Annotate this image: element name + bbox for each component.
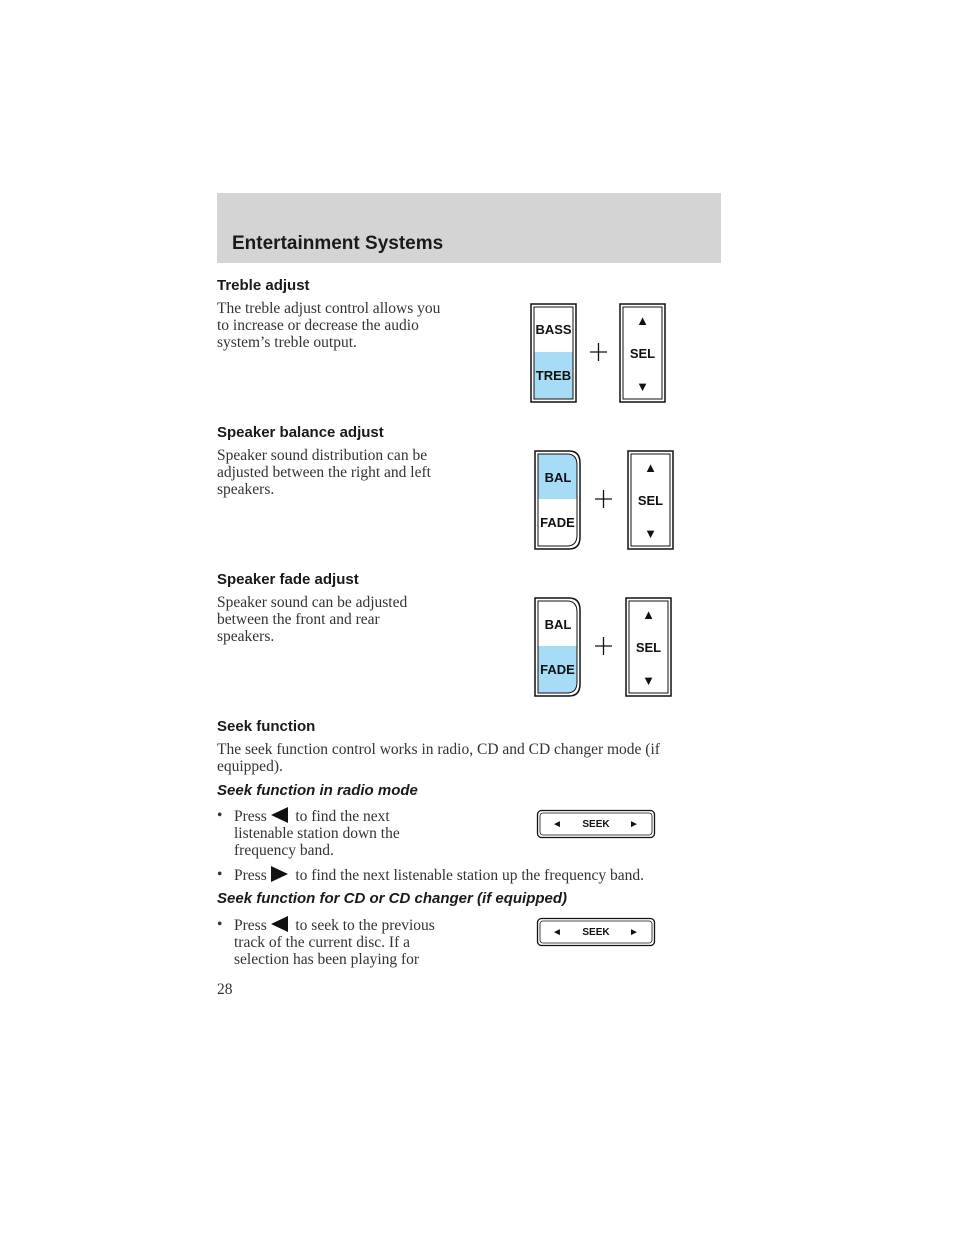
balance-heading: Speaker balance adjust <box>217 424 384 441</box>
treble-line-1: The treble adjust control allows you <box>217 300 441 317</box>
page-number: 28 <box>217 981 233 998</box>
section-header <box>217 193 721 263</box>
bullet-line-1: to find the next <box>295 808 390 825</box>
fade-line-3: speakers. <box>217 628 275 645</box>
seek-cd-subheading: Seek function for CD or CD changer (if equipped) <box>217 890 568 907</box>
section-title: Entertainment Systems <box>232 233 444 254</box>
up-arrow-icon: ▲ <box>642 607 655 622</box>
balance-line-1: Speaker sound distribution can be <box>217 447 428 464</box>
sel-label: SEL <box>629 346 656 361</box>
seek-radio-bullet-1 <box>217 807 477 859</box>
treble-line-3: system’s treble output. <box>217 334 357 351</box>
down-arrow-icon: ▼ <box>636 379 649 394</box>
bullet-dot: • <box>217 916 223 933</box>
sel-label: SEL <box>637 493 664 508</box>
bullet-text: to find the next listenable station up the frequency band. <box>295 867 645 884</box>
plus-icon <box>590 343 607 361</box>
plus-icon <box>595 637 612 655</box>
seek-radio-subheading: Seek function in radio mode <box>217 782 418 799</box>
bal-fade-button <box>535 598 580 696</box>
bullet-line-2: track of the current disc. If a <box>234 934 411 951</box>
seek-line-2: equipped). <box>217 758 283 775</box>
bullet-dot: • <box>217 807 223 824</box>
bullet-line-3: selection has been playing for <box>234 951 420 968</box>
fade-label: FADE <box>540 515 575 530</box>
fade-line-2: between the front and rear <box>217 611 380 628</box>
seek-radio-bullet-2 <box>217 866 717 884</box>
right-arrow-icon: ► <box>629 819 639 830</box>
press-text: Press <box>234 808 267 825</box>
balance-line-2: adjusted between the right and left <box>217 464 431 481</box>
treb-label: TREB <box>535 368 572 383</box>
down-arrow-icon: ▼ <box>642 673 655 688</box>
press-text: Press <box>234 917 267 934</box>
fade-control-diagram <box>533 596 675 698</box>
seek-cd-bullet-1 <box>217 916 477 968</box>
seek-down-arrow-icon <box>271 916 288 932</box>
bullet-line-3: frequency band. <box>234 842 334 859</box>
seek-description <box>217 741 660 775</box>
fade-description <box>217 594 407 645</box>
fade-label: FADE <box>540 662 575 677</box>
balance-control-diagram <box>533 449 675 551</box>
bullet-line-2: listenable station down the <box>234 825 400 842</box>
plus-icon <box>595 490 612 508</box>
balance-line-3: speakers. <box>217 481 275 498</box>
bass-treb-button <box>531 304 576 402</box>
seek-button-diagram-radio <box>536 809 658 839</box>
bullet-dot: • <box>217 866 223 883</box>
treble-control-diagram <box>529 302 669 404</box>
fade-heading: Speaker fade adjust <box>217 571 359 588</box>
sel-button <box>628 451 673 549</box>
seek-heading: Seek function <box>217 718 316 735</box>
seek-down-arrow-icon <box>271 807 288 823</box>
bal-fade-button <box>535 451 580 549</box>
up-arrow-icon: ▲ <box>636 313 649 328</box>
sel-label: SEL <box>635 640 662 655</box>
down-arrow-icon: ▼ <box>644 526 657 541</box>
seek-label: SEEK <box>582 819 610 830</box>
left-arrow-icon: ◄ <box>552 819 562 830</box>
seek-label: SEEK <box>582 927 610 938</box>
seek-button-diagram-cd <box>536 917 658 947</box>
treble-description <box>217 300 440 351</box>
bal-label: BAL <box>544 617 572 632</box>
sel-button <box>620 304 665 402</box>
press-text: Press <box>234 867 267 884</box>
seek-up-arrow-icon <box>271 866 288 882</box>
balance-description <box>217 447 431 498</box>
fade-line-1: Speaker sound can be adjusted <box>217 594 408 611</box>
bass-label: BASS <box>535 322 572 337</box>
treble-line-2: to increase or decrease the audio <box>217 317 419 334</box>
right-arrow-icon: ► <box>629 927 639 938</box>
left-arrow-icon: ◄ <box>552 927 562 938</box>
bal-label: BAL <box>544 470 572 485</box>
seek-line-1: The seek function control works in radio, CD and CD changer mode (if <box>217 741 660 758</box>
sel-button <box>626 598 671 696</box>
treble-heading: Treble adjust <box>217 277 310 294</box>
bullet-line-1: to seek to the previous <box>295 917 435 934</box>
up-arrow-icon: ▲ <box>644 460 657 475</box>
